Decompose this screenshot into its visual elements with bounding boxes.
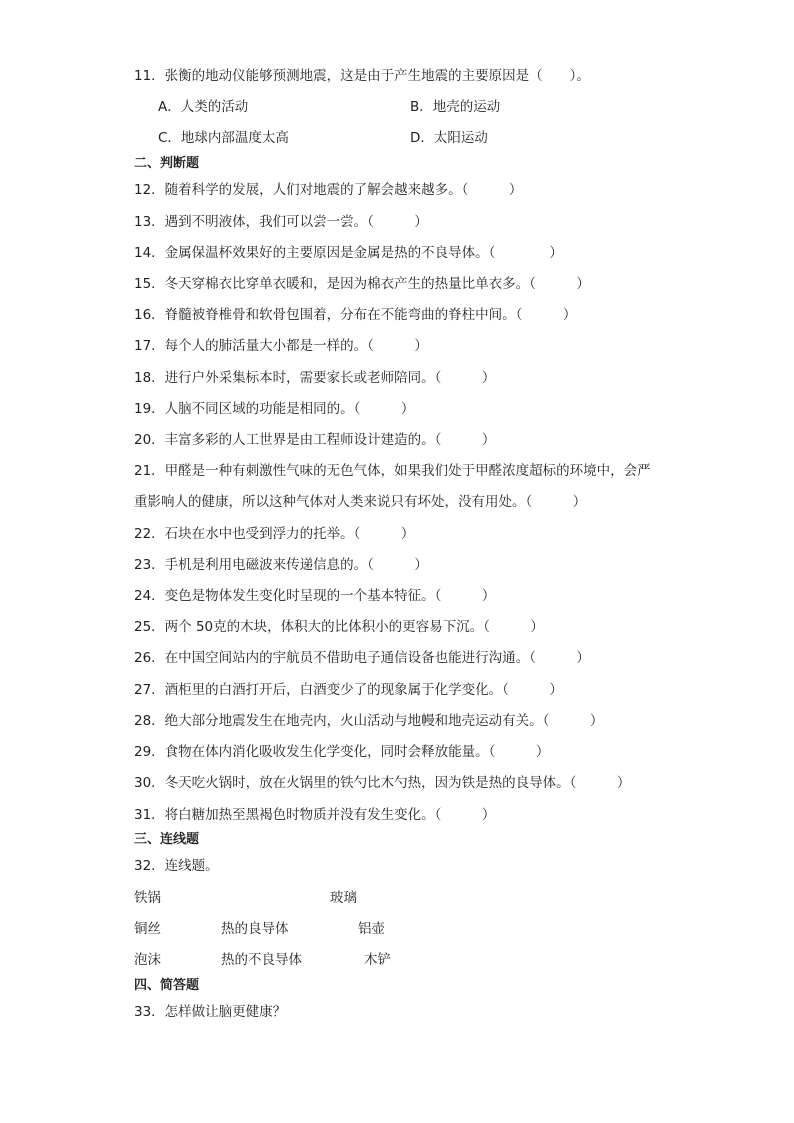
section-heading-short-answer: 四、简答题 [134, 978, 200, 993]
question-28: 28．绝大部分地震发生在地壳内，火山活动与地幔和地壳运动有关。（ ） [134, 713, 604, 729]
match-right-item-2: 铝壶 [358, 921, 385, 937]
question-14: 14．金属保温杯效果好的主要原因是金属是热的不良导体。（ ） [134, 245, 563, 261]
match-right-item-1: 玻璃 [330, 890, 357, 906]
question-23: 23．手机是利用电磁波来传递信息的。（ ） [134, 557, 428, 573]
question-16: 16．脊髓被脊椎骨和软骨包围着，分布在不能弯曲的脊柱中间。（ ） [134, 307, 577, 323]
question-25: 25．两个 50克的木块，体积大的比体积小的更容易下沉。（ ） [134, 619, 544, 635]
question-18: 18．进行户外采集标本时，需要家长或老师陪同。（ ） [134, 370, 496, 386]
question-11-option-c: C．地球内部温度太高 [158, 130, 289, 146]
question-19: 19．人脑不同区域的功能是相同的。（ ） [134, 401, 415, 417]
question-21-line-2: 重影响人的健康，所以这种气体对人类来说只有坏处，没有用处。（ ） [134, 494, 587, 510]
question-24: 24．变色是物体发生变化时呈现的一个基本特征。（ ） [134, 588, 496, 604]
question-26: 26．在中国空间站内的宇航员不借助电子通信设备也能进行沟通。（ ） [134, 650, 590, 666]
match-left-item-2: 铜丝 [134, 921, 161, 937]
match-left-item-3: 泡沫 [134, 952, 161, 968]
question-30: 30．冬天吃火锅时，放在火锅里的铁勺比木勺热，因为铁是热的良导体。（ ） [134, 775, 631, 791]
question-13: 13．遇到不明液体，我们可以尝一尝。（ ） [134, 214, 428, 230]
question-15: 15．冬天穿棉衣比穿单衣暖和，是因为棉衣产生的热量比单衣多。（ ） [134, 276, 590, 292]
question-21-line-1: 21．甲醛是一种有刺激性气味的无色气体，如果我们处于甲醛浓度超标的环境中，会严 [134, 463, 651, 479]
match-left-item-1: 铁锅 [134, 890, 161, 906]
match-middle-item-2: 热的不良导体 [221, 952, 302, 968]
section-heading-matching: 三、连线题 [134, 832, 200, 847]
question-29: 29．食物在体内消化吸收发生化学变化，同时会释放能量。（ ） [134, 744, 550, 760]
question-33: 33．怎样做让脑更健康？ [134, 1004, 287, 1020]
question-11-option-d: D．太阳运动 [410, 130, 488, 146]
question-32-stem: 32．连线题。 [134, 858, 219, 874]
question-17: 17．每个人的肺活量大小都是一样的。（ ） [134, 338, 428, 354]
question-22: 22．石块在水中也受到浮力的托举。（ ） [134, 526, 415, 542]
question-31: 31．将白糖加热至黑褐色时物质并没有发生变化。（ ） [134, 807, 496, 823]
question-27: 27．酒柜里的白酒打开后，白酒变少了的现象属于化学变化。（ ） [134, 682, 563, 698]
question-12: 12．随着科学的发展，人们对地震的了解会越来越多。（ ） [134, 182, 523, 198]
question-20: 20．丰富多彩的人工世界是由工程师设计建造的。（ ） [134, 432, 496, 448]
question-11-option-b: B．地壳的运动 [410, 99, 501, 115]
match-right-item-3: 木铲 [364, 952, 391, 968]
question-11-stem: 11．张衡的地动仪能够预测地震，这是由于产生地震的主要原因是（ ）。 [134, 68, 590, 84]
section-heading-judgement: 二、判断题 [134, 156, 200, 171]
match-middle-item-1: 热的良导体 [221, 921, 289, 937]
question-11-option-a: A．人类的活动 [158, 99, 249, 115]
